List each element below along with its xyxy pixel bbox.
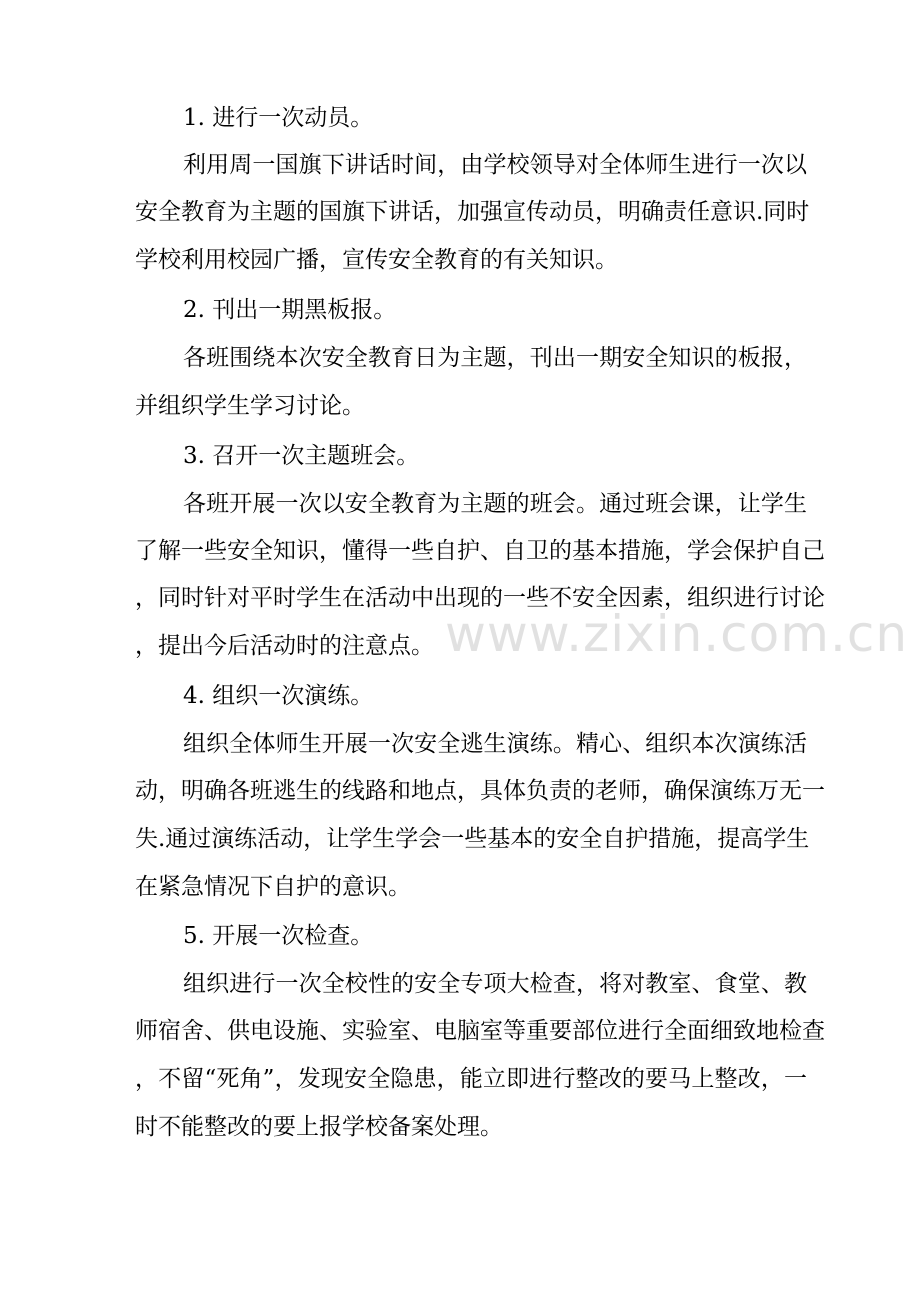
paragraph-1-line-2: 安全教育为主题的国旗下讲话，加强宣传动员，明确责任意识.同时	[135, 199, 810, 225]
section-heading-1: 1. 进行一次动员。	[183, 105, 374, 131]
section-heading-2: 2. 刊出一期黑板报。	[183, 297, 397, 323]
paragraph-3-line-1: 各班开展一次以安全教育为主题的班会。通过班会课，让学生	[183, 491, 807, 517]
paragraph-3-line-3: ，同时针对平时学生在活动中出现的一些不安全因素，组织进行讨论	[135, 585, 825, 611]
paragraph-4-line-2: 动，明确各班逃生的线路和地点，具体负责的老师，确保演练万无一	[135, 778, 825, 804]
paragraph-5-line-3: ，不留“死角”，发现安全隐患，能立即进行整改的要马上整改，一	[135, 1066, 807, 1092]
section-heading-3: 3. 召开一次主题班会。	[183, 443, 420, 469]
watermark: www.zixin.com.cn	[445, 605, 909, 663]
section-heading-5: 5. 开展一次检查。	[183, 923, 374, 949]
paragraph-5-line-2: 师宿舍、供电设施、实验室、电脑室等重要部位进行全面细致地检查	[135, 1018, 825, 1044]
paragraph-4-line-1: 组织全体师生开展一次安全逃生演练。精心、组织本次演练活	[183, 731, 807, 757]
paragraph-3-line-4: ，提出今后活动时的注意点。	[135, 633, 434, 659]
paragraph-1-line-3: 学校利用校园广播，宣传安全教育的有关知识。	[135, 247, 618, 273]
paragraph-2-line-2: 并组织学生学习讨论。	[135, 393, 365, 419]
paragraph-4-line-3: 失.通过演练活动，让学生学会一些基本的安全自护措施，提高学生	[135, 826, 810, 852]
paragraph-4-line-4: 在紧急情况下自护的意识。	[135, 874, 411, 900]
paragraph-2-line-1: 各班围绕本次安全教育日为主题，刊出一期安全知识的板报，	[183, 345, 807, 371]
paragraph-3-line-2: 了解一些安全知识，懂得一些自护、自卫的基本措施，学会保护自己	[135, 538, 825, 564]
paragraph-5-line-4: 时不能整改的要上报学校备案处理。	[135, 1114, 503, 1140]
section-heading-4: 4. 组织一次演练。	[183, 683, 374, 709]
paragraph-1-line-1: 利用周一国旗下讲话时间，由学校领导对全体师生进行一次以	[183, 152, 807, 178]
paragraph-5-line-1: 组织进行一次全校性的安全专项大检查，将对教室、食堂、教	[183, 971, 807, 997]
